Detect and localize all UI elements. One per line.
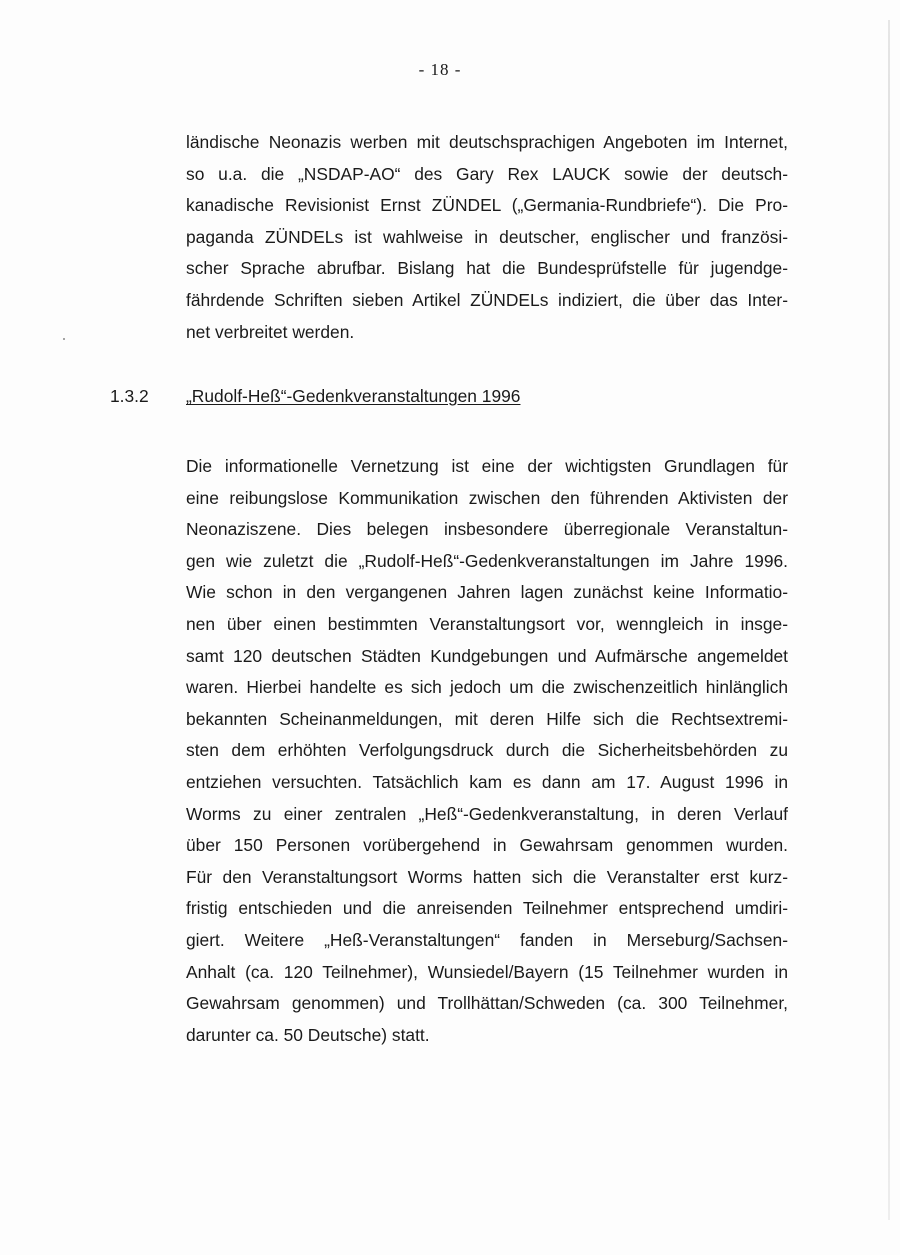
text-line: Wie schon in den vergangenen Jahren lagen zunächst keine Informatio- bbox=[186, 582, 788, 603]
text-line: fährdende Schriften sieben Artikel ZÜNDELs indiziert, die über das Inter- bbox=[186, 289, 788, 310]
text-line: net verbreitet werden. bbox=[186, 321, 355, 342]
text-line: ländische Neonazis werben mit deutschsprachigen Angeboten im Internet, bbox=[186, 132, 788, 152]
scan-speck bbox=[63, 338, 65, 340]
text-line: Die informationelle Vernetzung ist eine der wichtigsten Grundlagen für bbox=[186, 456, 788, 476]
text-line: kanadische Revisionist Ernst ZÜNDEL („Germania-Rundbriefe“). Die Pro- bbox=[186, 195, 788, 216]
text-line: samt 120 deutschen Städten Kundgebungen und Aufmärsche angemeldet bbox=[186, 645, 788, 666]
text-line: über 150 Personen vorübergehend in Gewahrsam genommen wurden. bbox=[186, 835, 788, 856]
text-line: giert. Weitere „Heß-Veranstaltungen“ fanden in Merseburg/Sachsen- bbox=[186, 929, 788, 950]
text-line: Worms zu einer zentralen „Heß“-Gedenkveranstaltung, in deren Verlauf bbox=[186, 803, 788, 824]
text-line: Anhalt (ca. 120 Teilnehmer), Wunsiedel/Bayern (15 Teilnehmer wurden in bbox=[186, 961, 788, 982]
text-line: entziehen versuchten. Tatsächlich kam es dann am 17. August 1996 in bbox=[186, 771, 788, 792]
scan-edge-shadow bbox=[888, 20, 890, 1220]
text-line: sten dem erhöhten Verfolgungsdruck durch die Sicherheitsbehörden zu bbox=[186, 740, 788, 761]
text-line: paganda ZÜNDELs ist wahlweise in deutscher, englischer und französi- bbox=[186, 226, 788, 247]
section-heading bbox=[110, 381, 520, 413]
text-line: fristig entschieden und die anreisenden Teilnehmer entsprechend umdiri- bbox=[186, 898, 788, 919]
text-line: waren. Hierbei handelte es sich jedoch um die zwischenzeitlich hinlänglich bbox=[186, 677, 788, 698]
paragraph-hess-events bbox=[186, 451, 788, 1051]
text-line: eine reibungslose Kommunikation zwischen den führenden Aktivisten der bbox=[186, 487, 788, 508]
text-line: Neonaziszene. Dies belegen insbesondere überregionale Veranstaltun- bbox=[186, 519, 788, 540]
text-line: bekannten Scheinanmeldungen, mit deren Hilfe sich die Rechtsextremi- bbox=[186, 708, 788, 729]
section-number: 1.3.2 bbox=[110, 386, 149, 406]
text-line: nen über einen bestimmten Veranstaltungsort vor, wenngleich in insge- bbox=[186, 613, 788, 634]
page-number: - 18 - bbox=[418, 60, 462, 79]
text-line: Gewahrsam genommen) und Trollhättan/Schweden (ca. 300 Teilnehmer, bbox=[186, 993, 788, 1014]
text-line: so u.a. die „NSDAP-AO“ des Gary Rex LAUCK sowie der deutsch- bbox=[186, 163, 788, 184]
text-line: scher Sprache abrufbar. Bislang hat die Bundesprüfstelle für jugendge- bbox=[186, 258, 788, 279]
text-line: gen wie zuletzt die „Rudolf-Heß“-Gedenkveranstaltungen im Jahre 1996. bbox=[186, 550, 788, 571]
text-line: darunter ca. 50 Deutsche) statt. bbox=[186, 1024, 430, 1045]
text-line: Für den Veranstaltungsort Worms hatten sich die Veranstalter erst kurz- bbox=[186, 866, 788, 887]
paragraph-internet-propaganda bbox=[186, 127, 788, 348]
section-title: „Rudolf-Heß“-Gedenkveranstaltungen 1996 bbox=[186, 386, 521, 406]
